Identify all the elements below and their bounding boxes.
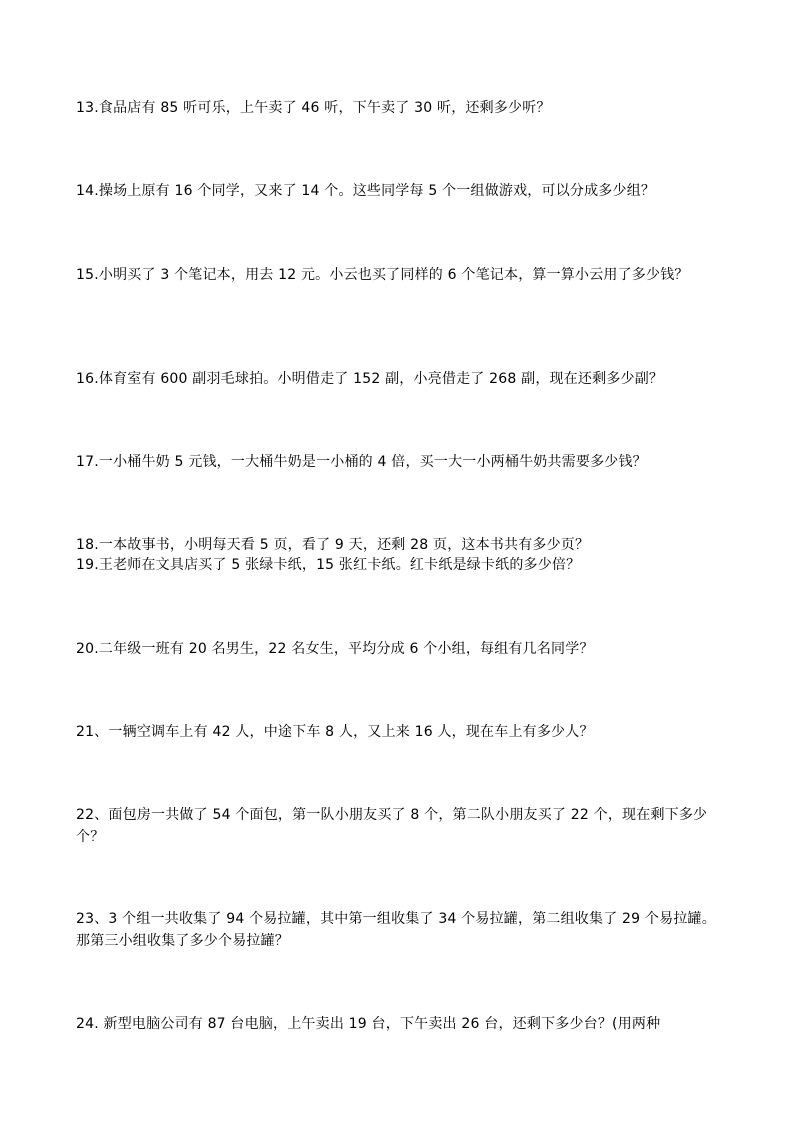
question-18: 18.一本故事书，小明每天看 5 页，看了 9 天，还剩 28 页，这本书共有多少页？	[76, 537, 590, 553]
question-21: 21、一辆空调车上有 42 人，中途下车 8 人，又上来 16 人，现在车上有多少人？	[76, 724, 594, 740]
question-19: 19.王老师在文具店买了 5 张绿卡纸，15 张红卡纸。红卡纸是绿卡纸的多少倍？	[76, 557, 581, 573]
question-15: 15.小明买了 3 个笔记本，用去 12 元。小云也买了同样的 6 个笔记本，算一算小云用了多少钱？	[76, 267, 689, 283]
question-17: 17.一小桶牛奶 5 元钱，一大桶牛奶是一小桶的 4 倍，买一大一小两桶牛奶共需要多少钱？	[76, 454, 647, 470]
question-16: 16.体育室有 600 副羽毛球拍。小明借走了 152 副，小亮借走了 268 副，现在还剩多少副？	[76, 371, 664, 387]
question-24: 24. 新型电脑公司有 87 台电脑，上午卖出 19 台，下午卖出 26 台，还剩下多少台？(用两种	[76, 1016, 661, 1032]
question-22: 22、面包房一共做了 54 个面包，第一队小朋友买了 8 个，第二队小朋友买了 22 个，现在剩下多少个？	[76, 807, 708, 845]
question-13: 13.食品店有 85 听可乐，上午卖了 46 听，下午卖了 30 听，还剩多少听？	[76, 100, 551, 116]
question-23: 23、3 个组一共收集了 94 个易拉罐，其中第一组收集了 34 个易拉罐，第二组收集了 29 个易拉罐。那第三小组收集了多少个易拉罐？	[76, 911, 716, 949]
question-14: 14.操场上原有 16 个同学，又来了 14 个。这些同学每 5 个一组做游戏，可以分成多少组？	[76, 183, 656, 199]
question-20: 20.二年级一班有 20 名男生，22 名女生，平均分成 6 个小组，每组有几名同学？	[76, 641, 594, 657]
